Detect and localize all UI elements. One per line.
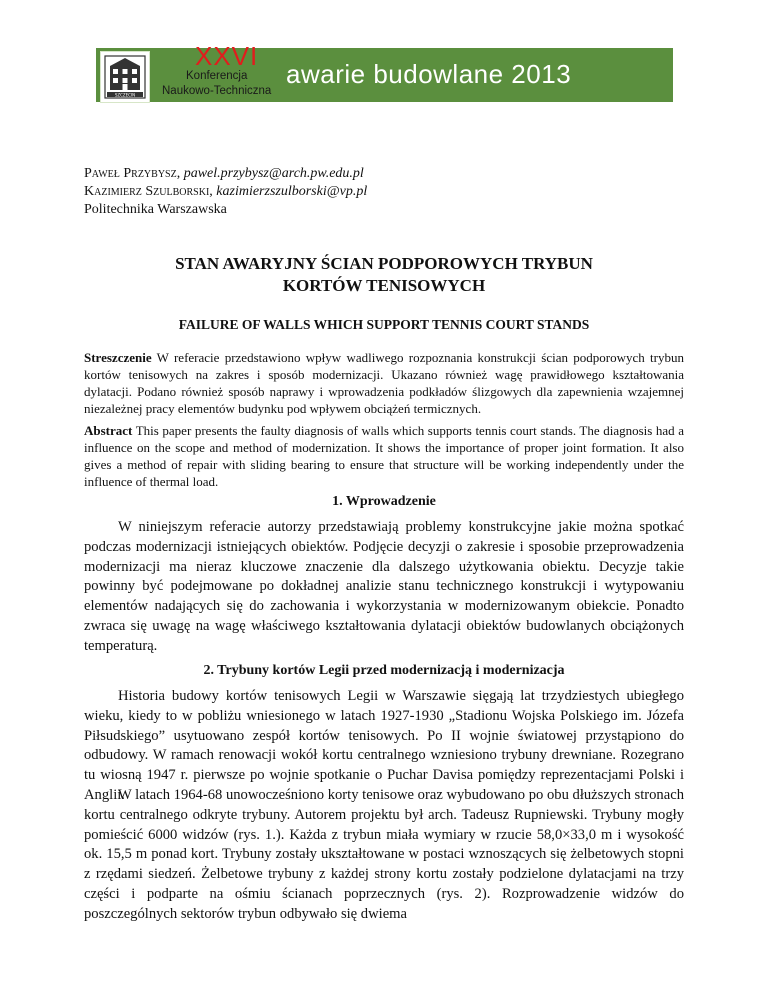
series-title: awarie budowlane 2013	[286, 59, 572, 89]
body-paragraph: W latach 1964-68 unowocześniono korty tenisowe oraz wybudowano po obu dłuższych stronach kortu centralnego odkryte trybuny. Autorem projektu był arch. Tadeusz Rupniewski. Trybuny mogły pomieścić 6000 widzów (rys. 1.). Każda z trybun miała wymiary w rzucie 58,0×33,0 m i wysokość ok. 15,5 m ponad kort. Trybuny zostały ukształtowane w postaci wznoszących się żelbetowych stopni z rzędami siedzeń. Żelbetowe trybuny z każdej strony kortu zostały podzielone dylatacjami na trzy części i podparte na ośmiu ścianach poprzecznych (rys. 2). Rozprowadzenie widzów do poszczególnych sektorów trybun odbywało się dwiema	[84, 787, 684, 922]
title-line: KORTÓW TENISOWYCH	[282, 276, 486, 295]
author-line: Kazimierz Szulborski, kazimierzszulborski@vp.pl	[84, 184, 368, 199]
abstract-polish	[84, 349, 684, 417]
abstract-label: Streszczenie	[84, 350, 152, 365]
author-email: kazimierzszulborski@vp.pl	[216, 184, 368, 199]
section-heading: 1. Wprowadzenie	[332, 494, 436, 509]
abstract-label: Abstract	[84, 423, 133, 438]
conference-label-line2: Naukowo-Techniczna	[162, 85, 272, 97]
body-paragraph: W niniejszym referacie autorzy przedstawiają problemy konstrukcyjne jakie można spotkać podczas modernizacji istniejących obiektów. Podjęcie decyzji o zakresie i sposobie przeprowadzenia modernizacji ma nieraz kluczowe znaczenie dla dalszego użytkowania obiektu. Decyzje takie powinny być podejmowane po dokładnej analizie stanu technicznego konstrukcji i wytypowaniu elementów nadających się do zachowania i wykorzystania w modernizowanym obiekcie. Ponadto zwraca się uwagę na wagę właściwego kształtowania dylatacji obiektów budowlanych obciążonych temperaturą.	[84, 519, 684, 654]
paper-title-polish	[84, 253, 684, 297]
edition-number: XXVI	[195, 41, 259, 71]
author-email: pawel.przybysz@arch.pw.edu.pl	[183, 166, 364, 181]
author-line: Paweł Przybysz, pawel.przybysz@arch.pw.edu.pl	[84, 166, 364, 181]
affiliation: Politechnika Warszawska	[84, 202, 227, 217]
building-logo-icon	[101, 52, 149, 102]
author-name: Kazimierz Szulborski	[84, 184, 210, 199]
section-heading: 2. Trybuny kortów Legii przed modernizacją i modernizacja	[203, 663, 565, 678]
conference-logo	[100, 51, 150, 103]
abstract-english	[84, 422, 684, 490]
author-block	[84, 165, 367, 219]
abstract-text: W referacie przedstawiono wpływ wadliwego rozpoznania konstrukcji ścian podporowych trybun kortów tenisowych na zakres i sposób modernizacji. Ukazano również wagę prawidłowego kształtowania dylatacji. Podano również sposób naprawy i wprowadzenia podkładów ślizgowych dla zapewnienia wzajemnej niezależnej pracy elementów budynku pod wpływem obciążeń termicznych.	[84, 350, 684, 416]
logo-text: SZCZECIN	[114, 92, 136, 98]
body-paragraph: Historia budowy kortów tenisowych Legii w Warszawie sięgają lat trzydziestych ubiegłego wieku, kiedy to w pobliżu wniesionego w latach 1927-1930 „Stadionu Wojska Polskiego im. Józefa Piłsudskiego” usytuowano zespół kortów tenisowych. Po II wojnie światowej przystąpiono do odbudowy. W ramach renowacji wokół kortu centralnego wzniesiono trybuny drewniane. Rozegrano tu wiosną 1947 r. pierwsze po wojnie spotkanie o Puchar Davisa pomiędzy reprezentacjami Polski i Anglii.	[84, 688, 684, 803]
title-line: STAN AWARYJNY ŚCIAN PODPOROWYCH TRYBUN	[175, 254, 593, 273]
abstract-text: This paper presents the faulty diagnosis of walls which supports tennis court stands. The diagnosis had a influence on the scope and method of modernization. It shows the importance of proper joint formation. It also gives a method of repair with sliding bearing to ensure that structure will be working independently under the influence of thermal load.	[84, 423, 685, 489]
paper-title-english: FAILURE OF WALLS WHICH SUPPORT TENNIS COURT STANDS	[178, 317, 590, 332]
author-name: Paweł Przybysz	[84, 166, 177, 181]
conference-label-line1: Konferencja	[186, 70, 248, 82]
